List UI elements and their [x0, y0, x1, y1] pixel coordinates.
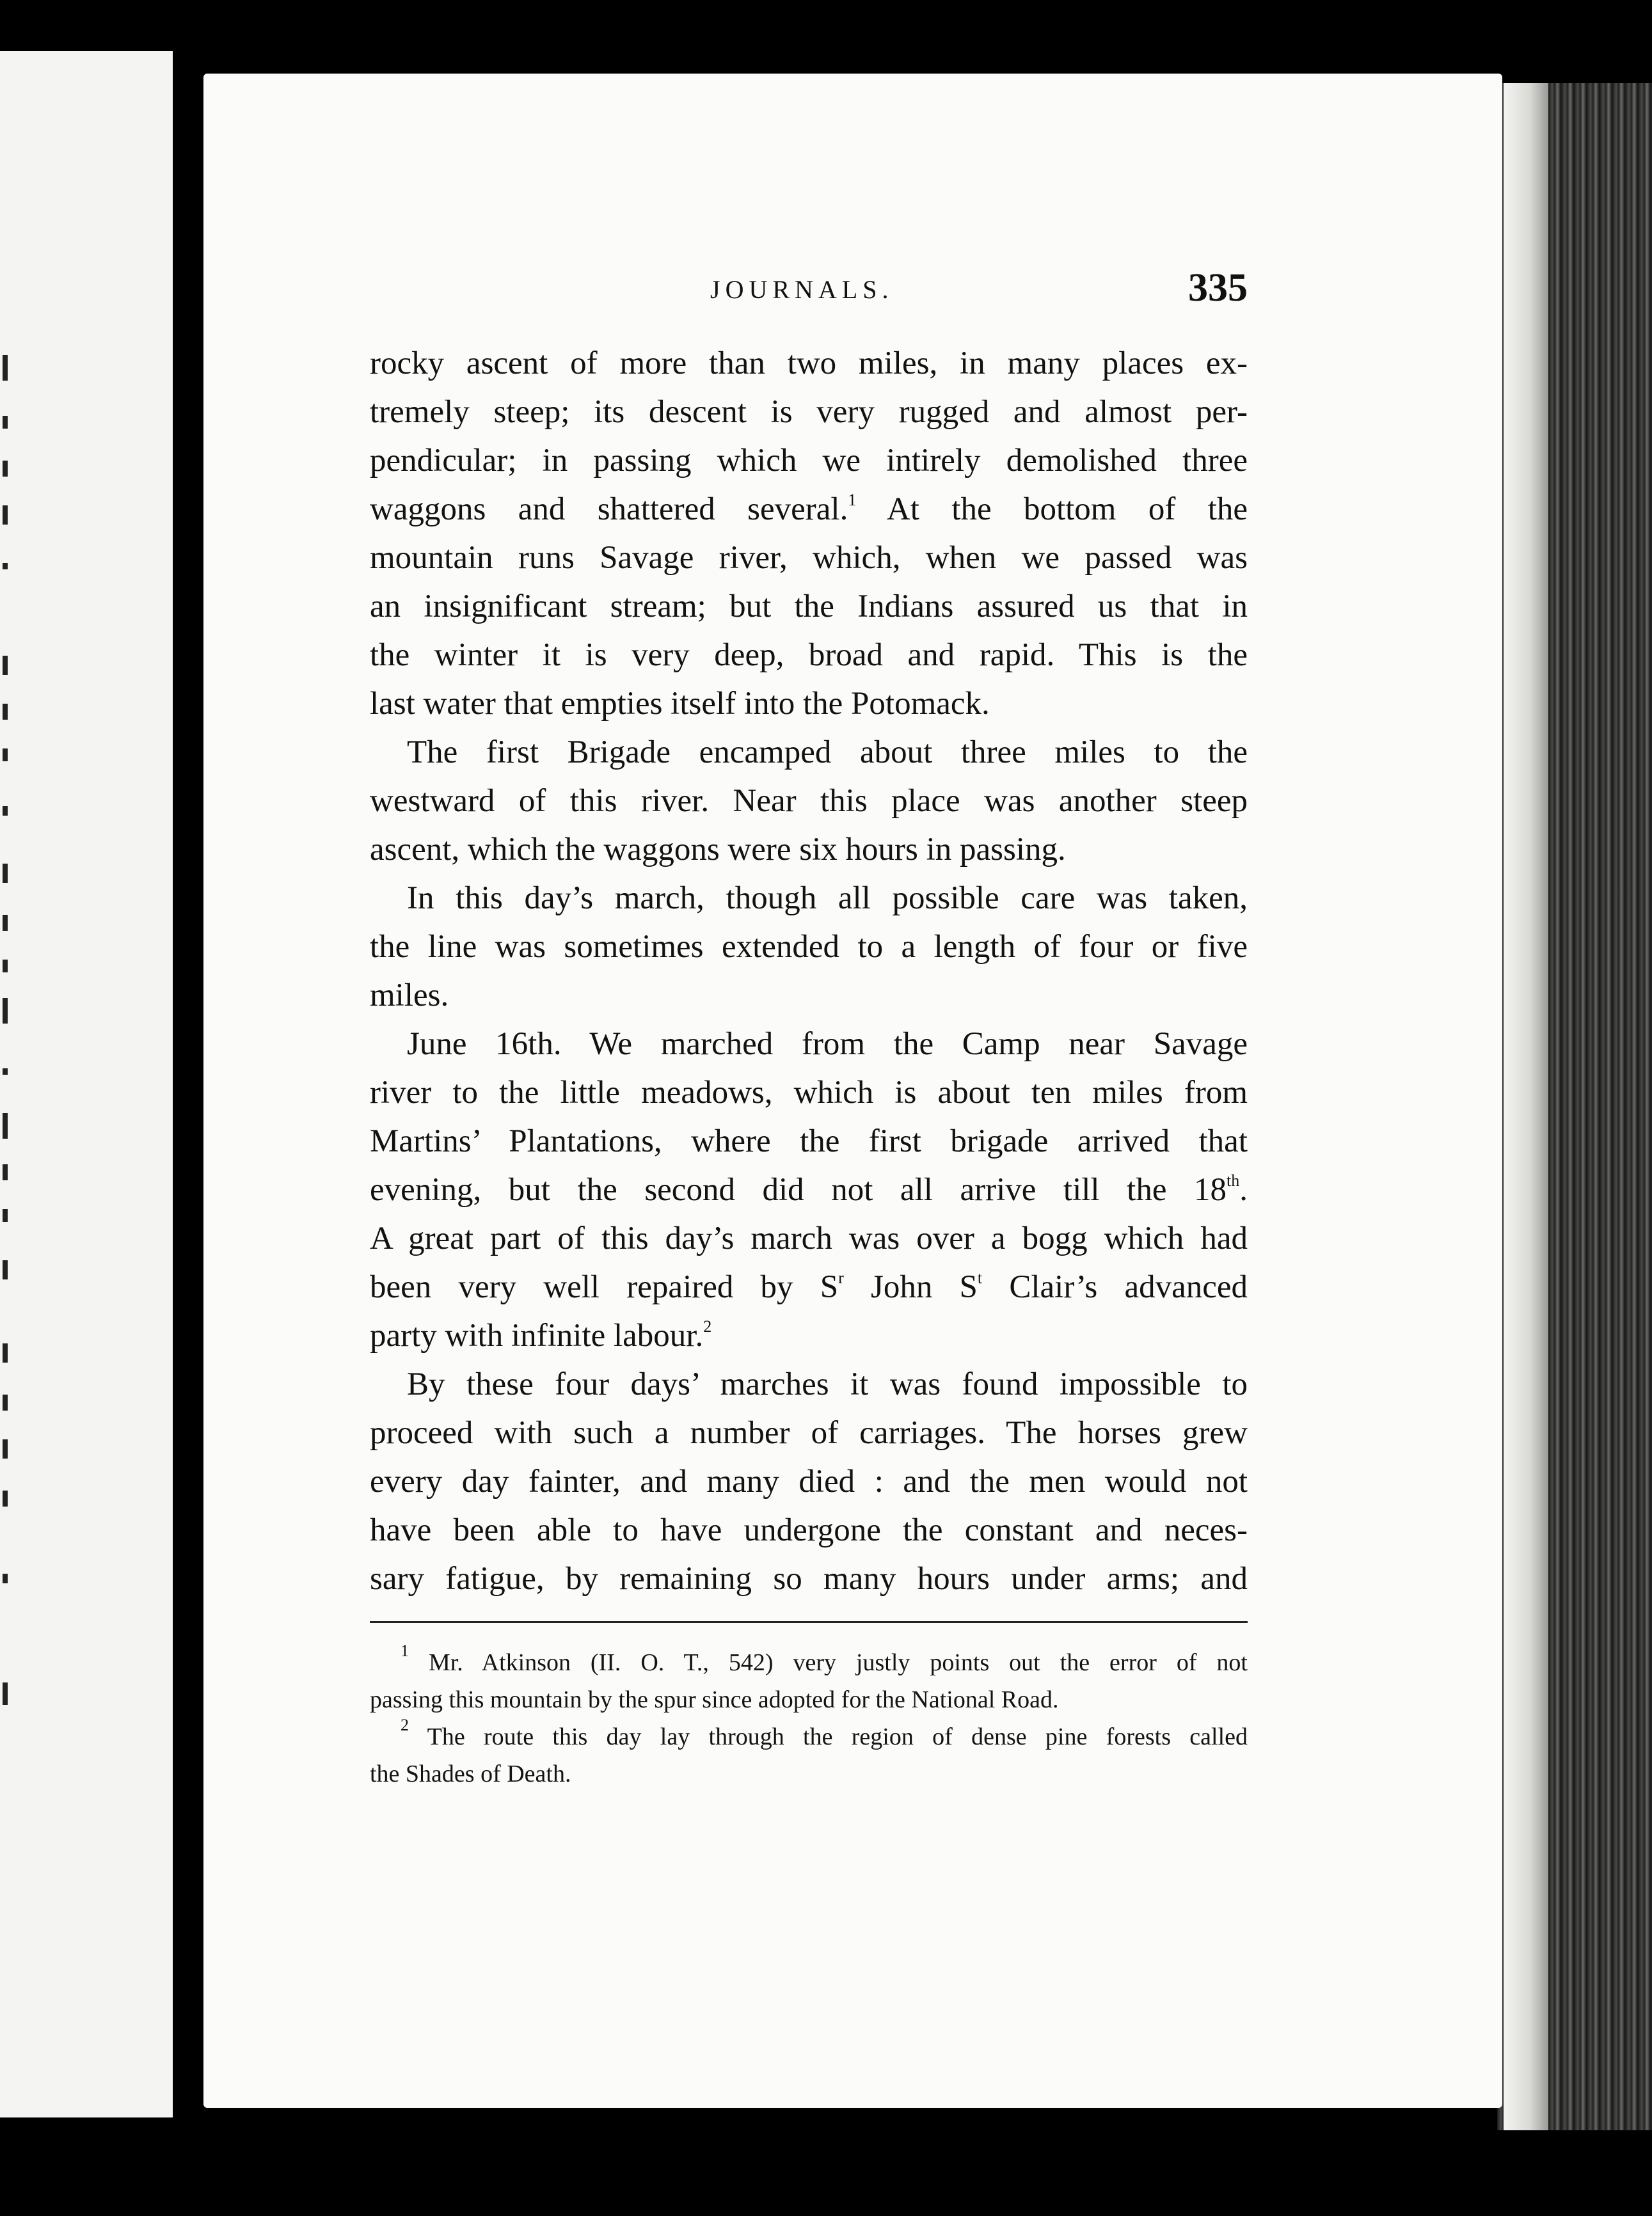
- text-line: [370, 1311, 1248, 1360]
- footnote-line: passing this mountain by the spur since adopted for the National Road.: [370, 1686, 1059, 1713]
- footnote-marker: 1: [401, 1642, 409, 1660]
- text-line: Martins’ Plantations, where the first brigade arrived that: [370, 1123, 1248, 1159]
- paragraph-3: [370, 874, 1248, 1020]
- text-segment: Clair’s advanced: [982, 1269, 1248, 1305]
- text-segment: .: [1239, 1172, 1248, 1208]
- text-line: have been able to have undergone the constant and neces-: [370, 1512, 1248, 1548]
- superscript: r: [838, 1269, 844, 1287]
- text-line: mountain runs Savage river, which, when we passed was: [370, 540, 1248, 576]
- facing-page-edge: [0, 51, 173, 2117]
- main-text: [370, 339, 1248, 1603]
- text-line: river to the little meadows, which is about ten miles from: [370, 1075, 1248, 1111]
- text-line: last water that empties itself into the Potomack.: [370, 686, 990, 722]
- footnote-ref: 1: [848, 491, 857, 509]
- text-line: miles.: [370, 977, 449, 1013]
- text-line: [370, 1263, 1248, 1311]
- text-line: tremely steep; its descent is very rugged and almost per-: [370, 394, 1248, 430]
- footnote-divider: [370, 1621, 1248, 1623]
- text-line: The first Brigade encamped about three miles to the: [407, 734, 1248, 770]
- text-line: sary fatigue, by remaining so many hours under arms; and: [370, 1561, 1248, 1597]
- paragraph-5: [370, 1360, 1248, 1603]
- text-line: every day fainter, and many died : and the men would not: [370, 1464, 1248, 1500]
- text-segment: been very well repaired by S: [370, 1269, 839, 1305]
- text-line: [370, 1166, 1248, 1214]
- footnote-marker: 2: [401, 1716, 409, 1734]
- paragraph-2: [370, 728, 1248, 874]
- text-segment: At the bottom of the: [856, 491, 1248, 527]
- text-segment: Mr. Atkinson (II. O. T., 542) very justly points out the error of not: [409, 1649, 1248, 1676]
- footnote-line: [370, 1644, 1248, 1681]
- paragraph-4: [370, 1020, 1248, 1360]
- text-segment: party with infinite labour.: [370, 1318, 704, 1354]
- text-line: ascent, which the waggons were six hours in passing.: [370, 832, 1066, 867]
- text-line: By these four days’ marches it was found impossible to: [407, 1366, 1248, 1402]
- paragraph-1: [370, 339, 1248, 728]
- text-line: proceed with such a number of carriages. The horses grew: [370, 1415, 1248, 1451]
- page-curl-shadow: [1504, 83, 1548, 2130]
- text-line: an insignificant stream; but the Indians assured us that in: [370, 589, 1248, 624]
- text-line: A great part of this day’s march was over a bogg which had: [370, 1221, 1248, 1256]
- page-header: [371, 265, 1248, 310]
- text-segment: The route this day lay through the region of dense pine forests called: [409, 1723, 1248, 1750]
- text-line: In this day’s march, though all possible care was taken,: [407, 880, 1248, 916]
- running-head: JOURNALS.: [710, 275, 894, 304]
- superscript: t: [977, 1269, 983, 1287]
- text-line: pendicular; in passing which we intirely demolished three: [370, 443, 1248, 479]
- text-line: the line was sometimes extended to a length of four or five: [370, 929, 1248, 965]
- text-line: rocky ascent of more than two miles, in many places ex-: [370, 345, 1248, 381]
- footnote-ref: 2: [703, 1317, 712, 1336]
- text-line: June 16th. We marched from the Camp near Savage: [407, 1026, 1248, 1062]
- text-segment: John S: [843, 1269, 978, 1305]
- footnote-1: [370, 1644, 1248, 1718]
- footnotes: [370, 1644, 1248, 1793]
- text-line: the winter it is very deep, broad and rapid. This is the: [370, 637, 1248, 673]
- text-segment: waggons and shattered several.: [370, 491, 848, 527]
- facing-page-text-fragments: [0, 51, 19, 2117]
- text-line: [370, 485, 1248, 534]
- superscript: th: [1227, 1171, 1240, 1190]
- footnote-line: [370, 1718, 1248, 1755]
- text-line: westward of this river. Near this place was another steep: [370, 783, 1248, 819]
- footnote-2: [370, 1718, 1248, 1793]
- footnote-line: the Shades of Death.: [370, 1761, 571, 1787]
- text-segment: evening, but the second did not all arrive till the 18: [370, 1172, 1227, 1208]
- page-number: 335: [1188, 266, 1248, 310]
